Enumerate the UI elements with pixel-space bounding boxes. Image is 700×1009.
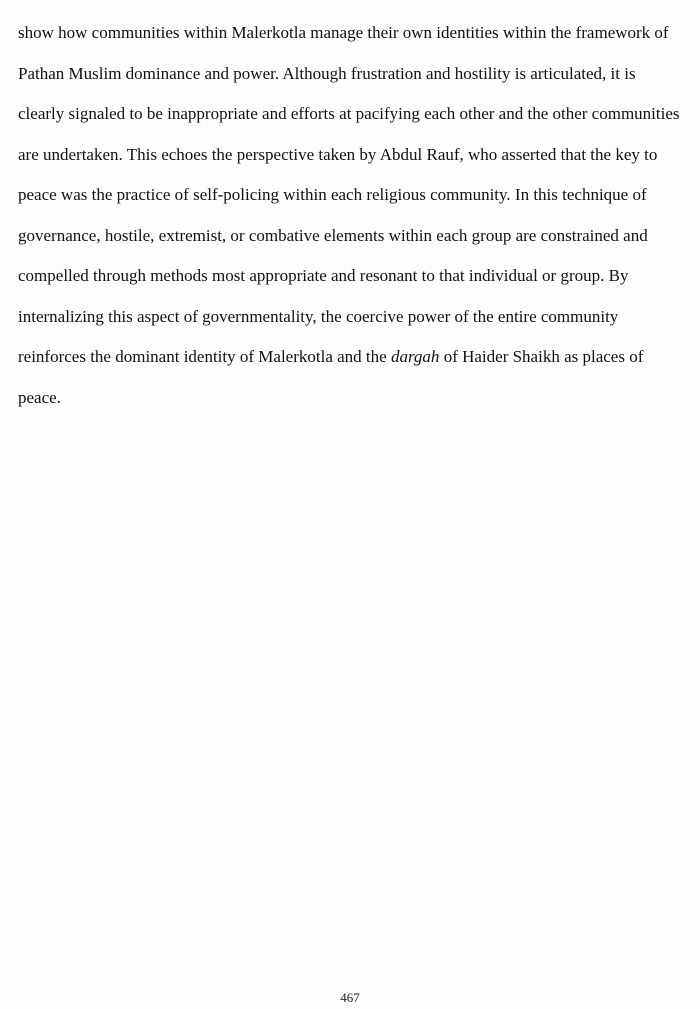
paragraph-line: internalizing this aspect of governmentality, the coercive power of the entire community bbox=[18, 306, 619, 326]
paragraph-line: clearly signaled to be inappropriate and efforts at pacifying each other and the other communities bbox=[18, 104, 680, 123]
paragraph-line: are undertaken. This echoes the perspective taken by Abdul Rauf, who asserted that the key to bbox=[18, 144, 658, 164]
paragraph-line: peace. bbox=[18, 387, 61, 407]
paragraph-line: peace was the practice of self-policing within each religious community. In this technique of bbox=[18, 185, 647, 204]
paragraph-line: Pathan Muslim dominance and power. Although frustration and hostility is articulated, it is bbox=[18, 63, 636, 83]
italic-term: dargah bbox=[390, 347, 440, 366]
paragraph-line: compelled through methods most appropriate and resonant to that individual or group. By bbox=[18, 266, 629, 285]
paragraph-line bbox=[18, 348, 694, 389]
page-number: 467 bbox=[340, 990, 360, 1005]
body-paragraph bbox=[18, 24, 694, 429]
paragraph-line: governance, hostile, extremist, or combative elements within each group are constrained and bbox=[18, 225, 648, 245]
paragraph-line: show how communities within Malerkotla manage their own identities within the framework of bbox=[18, 23, 669, 42]
line-text-before: reinforces the dominant identity of Malerkotla and the bbox=[18, 347, 391, 366]
line-text-after: of Haider Shaikh as places of bbox=[439, 347, 644, 366]
